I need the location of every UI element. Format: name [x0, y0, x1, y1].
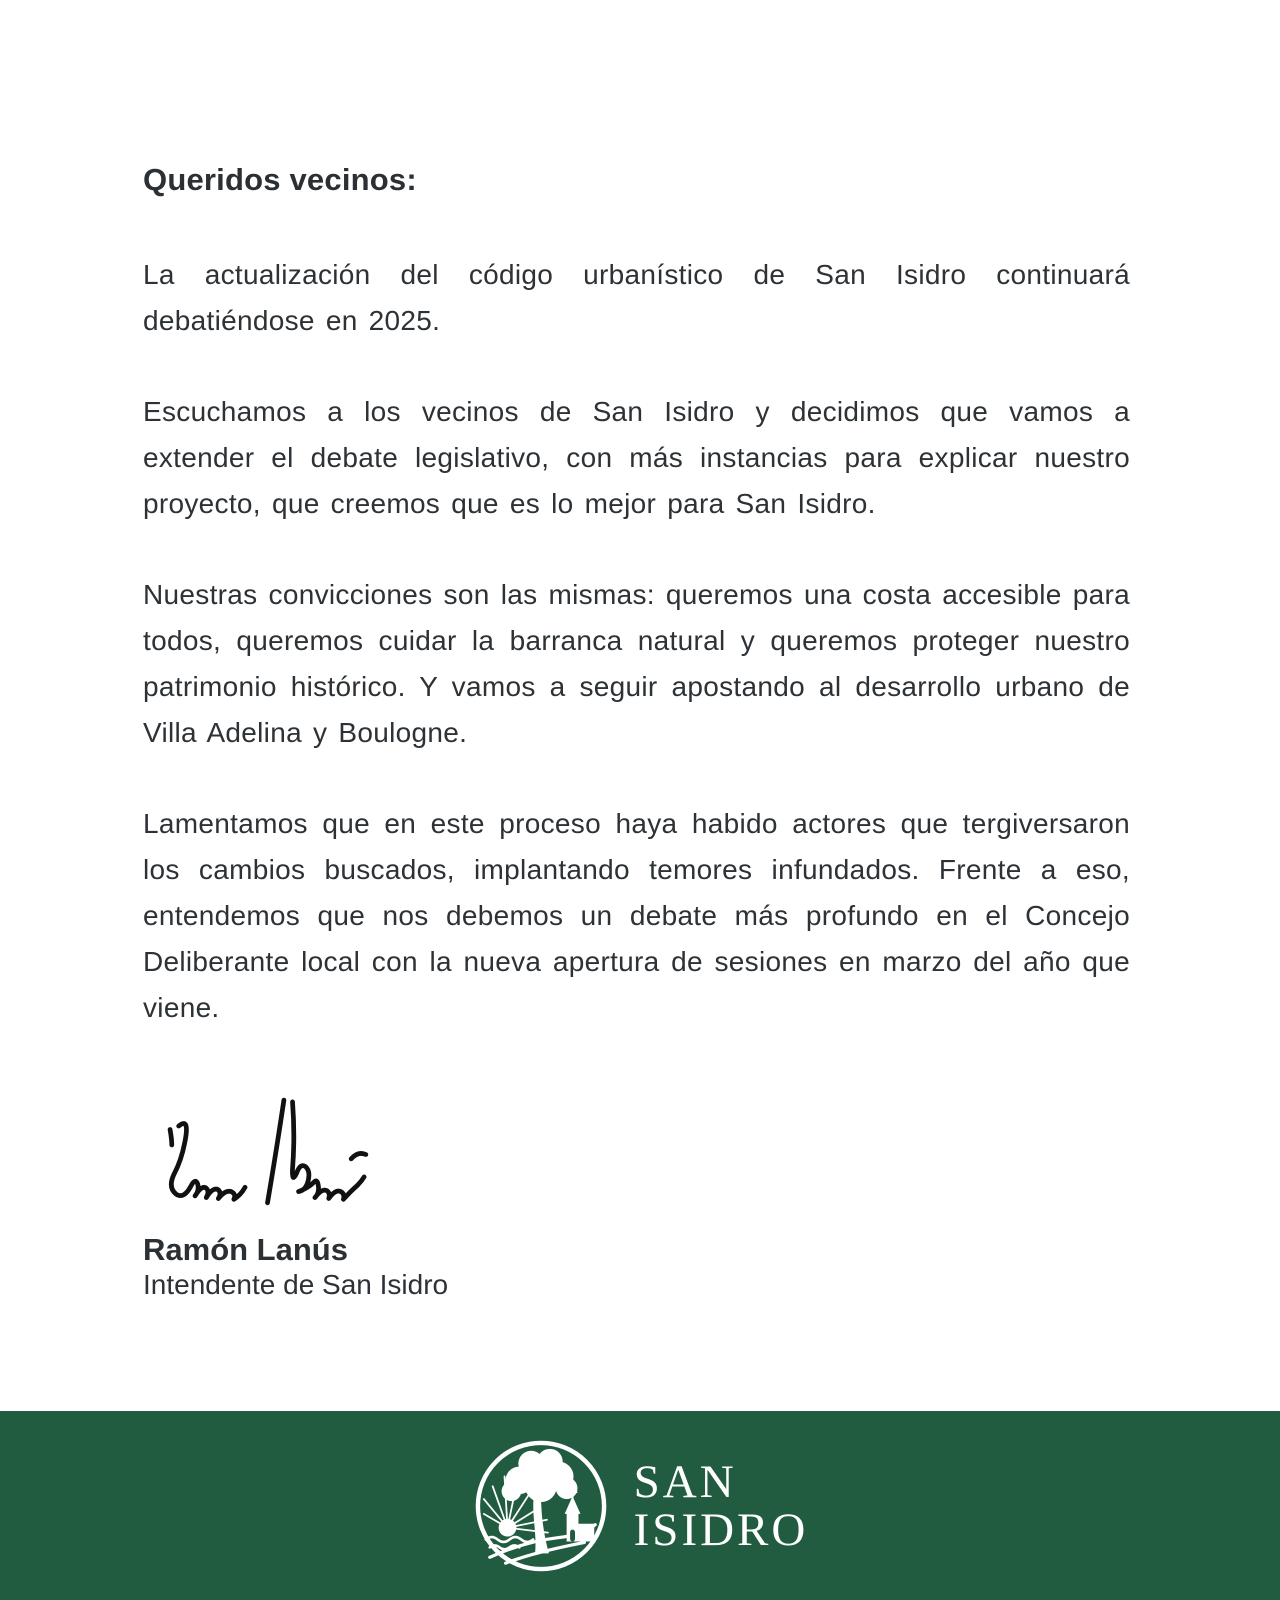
signer-name: Ramón Lanús	[143, 1232, 348, 1267]
wordmark-line-1: SAN	[633, 1455, 737, 1508]
salutation: Queridos vecinos:	[143, 162, 417, 197]
wordmark-line-2: ISIDRO	[633, 1503, 809, 1556]
paragraph-update-2025: La actualización del código urbanístico de San Isidro continuará debatiéndose en 2025.	[143, 259, 1130, 336]
signer-title: Intendente de San Isidro	[143, 1269, 449, 1300]
san-isidro-seal-icon	[472, 1437, 610, 1575]
paragraph-convictions: Nuestras convicciones son las mismas: queremos una costa accesible para todos, queremos cuidar la barranca natural y queremos proteger nuestro patrimonio histórico. Y vamos a seguir apostando al desarrollo urbano de Villa Adelina y Boulogne.	[143, 579, 1130, 748]
footer-band	[0, 1411, 1280, 1600]
paragraph-regret: Lamentamos que en este proceso haya habido actores que tergiversaron los cambios buscados, implantando temores infundados. Frente a eso, entendemos que nos debemos un debate más profundo en el Concejo Deliberante local con la nueva apertura de sesiones en marzo del año que viene.	[143, 808, 1130, 1023]
paragraph-extend-debate: Escuchamos a los vecinos de San Isidro y decidimos que vamos a extender el debate legislativo, con más instancias para explicar nuestro proyecto, que creemos que es lo mejor para San Isidro.	[143, 396, 1130, 519]
san-isidro-wordmark	[633, 1455, 809, 1556]
ramon-lanus-signature-icon	[143, 1076, 411, 1214]
